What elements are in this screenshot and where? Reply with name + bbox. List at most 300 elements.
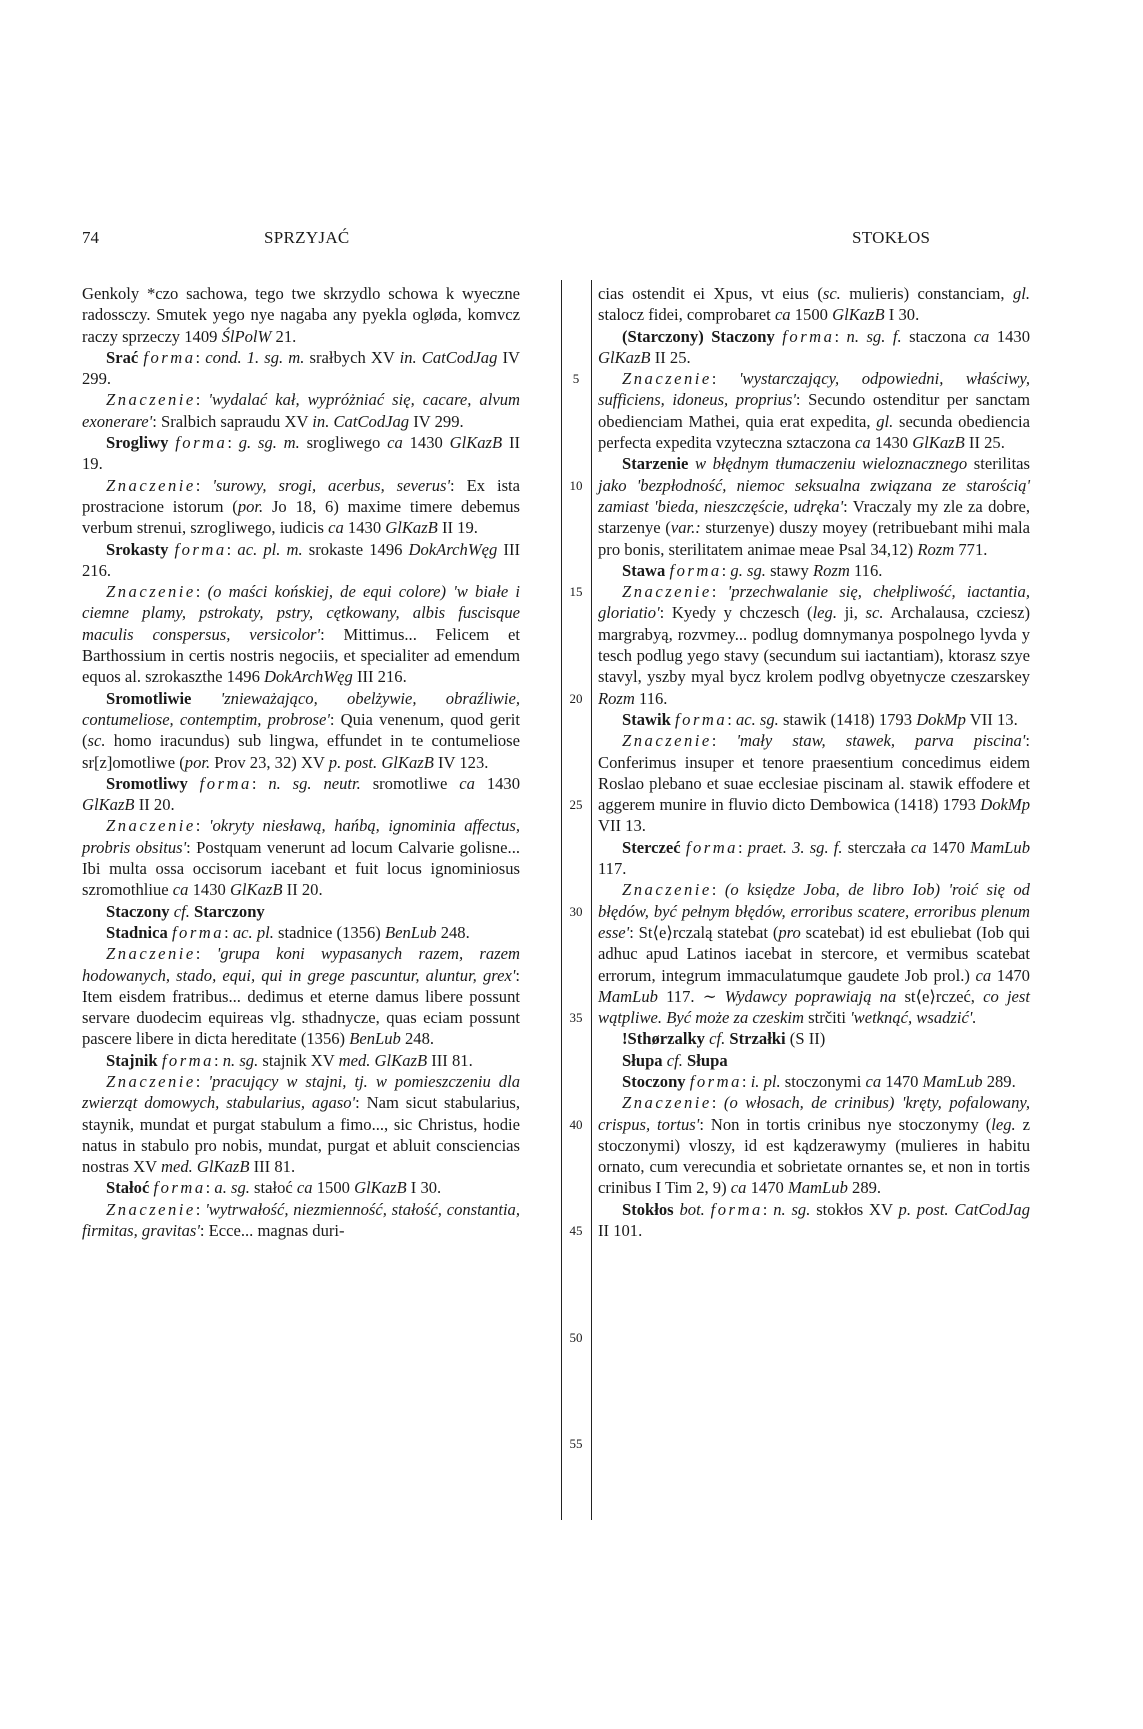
left-column: [82, 283, 520, 1241]
headword: Stadnica: [106, 922, 168, 942]
dictionary-entry: [82, 901, 520, 922]
section-label: forma: [710, 1199, 763, 1219]
body-text: z stoczonymi) vloszy, id est kądzerawymy (mulieres in habitu ornato, cum verecundia et sobrietate ornantes se, et non in tortis crinibus I Tim 2, 9): [598, 1114, 1030, 1198]
body-text: 1470: [926, 837, 971, 857]
line-number: [562, 752, 590, 773]
headword: Stoczony: [622, 1071, 686, 1091]
body-text: :: [195, 1071, 209, 1091]
line-number: [562, 645, 590, 666]
body-text: : Ex ista prostracione istorum (: [82, 475, 520, 516]
page-number: 74: [82, 228, 99, 247]
italic-text: ca: [172, 880, 189, 900]
italic-text: MamLub: [598, 986, 658, 1006]
body-text: [191, 689, 220, 708]
dictionary-entry: [598, 326, 1030, 369]
body-text: 248.: [436, 922, 470, 942]
body-text: ji,: [836, 603, 866, 623]
body-text: sterilitas: [967, 454, 1030, 474]
body-text: III 81.: [249, 1157, 296, 1177]
line-number: 5: [572, 371, 580, 387]
italic-text: ca: [774, 305, 791, 325]
italic-text: ca: [855, 433, 871, 453]
section-label: forma: [669, 560, 722, 580]
line-number: 40: [569, 1116, 583, 1132]
italic-text: DokMp: [980, 795, 1030, 815]
italic-text: por.: [184, 752, 211, 772]
line-number: [562, 1177, 590, 1198]
line-number: [562, 1071, 590, 1092]
dictionary-entry: [82, 539, 520, 582]
section-label: Znaczenie: [106, 1071, 196, 1091]
italic-text: p. post. GlKazB: [328, 752, 434, 772]
body-text: secunda obediencia perfecta expedita vzyteczna sztaczona: [598, 411, 1030, 453]
line-number: [562, 411, 590, 432]
dictionary-entry: [82, 943, 520, 1049]
body-text: 1430: [343, 518, 386, 538]
body-text: 289.: [847, 1178, 882, 1198]
dictionary-entry: [82, 773, 520, 816]
line-number: 25: [569, 797, 583, 813]
headword: Stawik: [622, 709, 671, 729]
body-text: II 19.: [437, 518, 478, 538]
italic-text: gl.: [1012, 284, 1030, 303]
line-number: [562, 1390, 590, 1411]
italic-text: 'surowy, srogi, acerbus, severus': [212, 475, 450, 495]
body-text: :: [834, 326, 847, 346]
body-text: 1500: [790, 305, 833, 325]
body-text: :: [213, 1050, 223, 1070]
line-number: [562, 965, 590, 986]
body-text: III 81.: [427, 1050, 473, 1070]
section-label: Znaczenie: [622, 1093, 712, 1113]
line-number: [562, 347, 590, 368]
italic-text: med. GlKazB: [160, 1157, 250, 1177]
dictionary-entry: [598, 283, 1030, 326]
body-text: III 216.: [82, 539, 520, 580]
body-text: 1430: [870, 433, 913, 453]
section-label: Znaczenie: [622, 582, 712, 602]
body-text: 771.: [954, 539, 988, 559]
italic-text: 'wydalać kał, wypróżniać się, cacare, alvum exonerare': [82, 390, 520, 431]
body-text: : Secundo ostenditur per sanctam obedienciam Mathei, quia erat expedita,: [598, 390, 1030, 431]
body-text: :: [251, 773, 269, 793]
italic-text: BenLub: [349, 1029, 401, 1049]
body-text: : Mittimus... Felicem et Barthossium in certis nostris negociis, et specialiter ad emendum equos al. szrokaszthe 1496: [82, 624, 520, 687]
section-label: forma: [174, 539, 227, 559]
italic-text: ac. pl.: [232, 922, 274, 942]
body-text: Genkoly *czo sachowa, tego twe skrzydlo schowa k wyeczne radossczy. Smutek yego nye nagaba any pyekla ogløda, komvcz raczy sprzeczy 1409: [82, 284, 520, 346]
dictionary-entry: [598, 709, 1030, 730]
body-text: (S II): [785, 1029, 826, 1049]
italic-text: Wydawcy poprawiają na: [724, 986, 897, 1006]
headword: (Starczony) Staczony: [622, 326, 775, 346]
body-text: II 25.: [650, 347, 691, 367]
headword: Staczony: [106, 901, 170, 921]
body-text: :: [711, 369, 739, 389]
italic-text: 'pracujący w stajni, tj. w pomieszczeniu dla zwierząt domowych, stabularius, agaso': [82, 1071, 520, 1113]
body-text: :: [195, 390, 209, 410]
section-label: forma: [153, 1178, 206, 1198]
line-number: [562, 453, 590, 474]
body-text: :: [711, 582, 728, 602]
section-label: Znaczenie: [106, 582, 196, 602]
body-text: IV 299.: [82, 347, 520, 389]
body-text: Jo 18, 6) maxime timere debemus verbum strenui, szrogliwego, iudicis: [82, 496, 521, 538]
body-text: VII 13.: [965, 709, 1018, 729]
italic-text: GlKazB: [82, 795, 135, 815]
headword: Srać: [106, 347, 139, 367]
section-label: forma: [689, 1071, 742, 1091]
body-text: : Postquam venerunt ad locum Calvarie golisne... Ibi multa ossa occisorum iacebant et fuit locus ignominiosus szromothliue: [82, 837, 520, 900]
headword: Starzenie: [622, 454, 689, 474]
dictionary-entry: [598, 837, 1030, 880]
dictionary-entry: [82, 432, 520, 475]
line-number: [562, 1263, 590, 1284]
italic-text: 'wystarczający, odpowiedni, właściwy, sufficiens, idoneus, proprius': [598, 369, 1030, 410]
italic-text: ca: [910, 837, 927, 857]
line-number: [562, 283, 590, 304]
line-number: 20: [569, 690, 583, 706]
italic-text: GlKazB: [598, 347, 651, 367]
italic-text: ca: [730, 1178, 747, 1198]
body-text: stokłos XV: [810, 1199, 899, 1219]
italic-text: ac. pl. m.: [237, 539, 303, 559]
body-text: : Kyedy y chczesch (: [659, 603, 813, 623]
body-text: III 216.: [352, 667, 407, 687]
body-text: 248.: [400, 1029, 435, 1049]
italic-text: Rozm: [598, 688, 635, 708]
italic-text: 'grupa koni wypasanych razem, razem hodowanych, stado, equi, qui in grege pascuntur, aluntur, grex': [82, 944, 520, 985]
line-number: [562, 432, 590, 453]
body-text: :: [711, 731, 737, 751]
line-number: 15: [569, 584, 583, 600]
italic-text: sc.: [865, 603, 884, 623]
body-text: :: [195, 347, 206, 367]
line-number: [562, 1348, 590, 1369]
line-number: [562, 326, 590, 347]
body-text: IV 299.: [409, 411, 464, 431]
line-number: [562, 709, 590, 730]
section-label: forma: [782, 326, 835, 346]
line-number: [562, 389, 590, 410]
italic-text: ca: [387, 433, 403, 453]
section-label: Znaczenie: [106, 475, 196, 495]
body-text: Archalausa, czciesz) margrabyą, rozvmey... podlug domnymanya pospolnego lyvda y tesch podlug yego stavy (secundum sui iactantiam), ktorasz szye stavyl, yszby myal bycz krolem podlvg obyetnycze czeszarskey: [598, 603, 1030, 687]
body-text: st⟨e⟩rczeć,: [896, 986, 984, 1006]
italic-text: n. sg. neutr.: [268, 773, 361, 793]
line-number: [562, 1092, 590, 1113]
line-number: [562, 943, 590, 964]
line-number: [562, 560, 590, 581]
dictionary-entry: [82, 688, 520, 773]
italic-text: cf.: [709, 1029, 726, 1049]
line-number: [562, 1369, 590, 1390]
italic-text: GlKazB: [229, 880, 283, 900]
line-number: 45: [569, 1223, 583, 1239]
line-number: [562, 1199, 590, 1220]
italic-text: sc.: [822, 284, 841, 303]
section-label: Znaczenie: [622, 731, 712, 751]
body-text: :: [711, 880, 725, 900]
italic-text: MamLub: [787, 1178, 848, 1198]
body-text: :: [195, 582, 208, 602]
body-text: 1470: [746, 1178, 788, 1198]
body-text: sturzenye) duszy moyey (retribuebant mihi mala pro bonis, sterilitatem animae meae Psal 34,12): [598, 518, 1030, 559]
dictionary-entry: [598, 581, 1030, 709]
body-text: srokaste 1496: [302, 539, 409, 559]
italic-text: cf.: [173, 901, 190, 921]
body-text: :: [226, 539, 238, 559]
headword: Strzałki: [729, 1029, 786, 1049]
body-text: srałbych XV: [304, 347, 400, 367]
section-label: forma: [143, 347, 196, 367]
body-text: : Ecce... magnas duri-: [199, 1221, 345, 1241]
body-text: IV 123.: [433, 752, 489, 772]
line-number: [562, 1412, 590, 1433]
line-number: [562, 1241, 590, 1262]
dictionary-entry: [82, 389, 520, 432]
italic-text: MamLub: [922, 1071, 983, 1091]
line-number: [562, 304, 590, 325]
italic-text: Rozm: [917, 539, 955, 559]
body-text: II 25.: [964, 433, 1005, 453]
dictionary-entry: [82, 1071, 520, 1177]
body-text: strčiti: [804, 1008, 851, 1028]
italic-text: GlKazB: [385, 518, 438, 538]
headword: Stawa: [622, 560, 666, 580]
line-number: [562, 666, 590, 687]
body-text: : Item eisdem fratribus... dedimus et eterne damus libere possunt servare duodecim equireas vlg. sthadnycze, quas eciam possunt pascere libere in dicta hereditate (1356): [82, 965, 520, 1049]
italic-text: 'przechwalanie się, chełpliwość, iactantia, gloriatio': [598, 582, 1030, 623]
italic-text: in. CatCodJag: [312, 411, 410, 431]
body-text: 21.: [271, 326, 297, 346]
body-text: [188, 774, 200, 793]
body-text: II 20.: [282, 880, 323, 900]
section-label: forma: [199, 773, 252, 793]
italic-text: 'mały staw, stawek, parva piscina': [736, 731, 1026, 751]
italic-text: por.: [237, 496, 264, 516]
section-label: Znaczenie: [106, 816, 196, 836]
italic-text: leg.: [812, 603, 837, 623]
dictionary-entry: [598, 368, 1030, 453]
italic-text: BenLub: [384, 922, 437, 942]
body-text: :: [227, 433, 239, 453]
body-text: Prov 23, 32) XV: [210, 752, 329, 772]
line-number: [562, 602, 590, 623]
line-number: [562, 624, 590, 645]
headword: Stajnik: [106, 1050, 158, 1070]
left-headword: SPRZYJAĆ: [264, 228, 350, 247]
section-label: forma: [685, 837, 738, 857]
italic-text: 'znieważająco, obelżywie, obraźliwie, contumeliose, contemptim, probrose': [82, 688, 520, 729]
body-text: : Sralbich sapraudu XV: [152, 411, 313, 431]
section-label: Znaczenie: [106, 390, 196, 410]
headword: Srogliwy: [106, 433, 169, 453]
italic-text: p. post. CatCodJag: [898, 1199, 1030, 1219]
section-label: Znaczenie: [622, 369, 712, 389]
italic-text: Rozm: [812, 560, 850, 580]
dictionary-entry: [598, 1028, 1030, 1049]
body-text: sromotliwe: [360, 773, 460, 793]
line-number: 55: [569, 1436, 583, 1452]
italic-text: i. pl.: [750, 1071, 781, 1091]
line-numbers: [562, 283, 590, 1454]
body-text: scatebat) id est ebuliebat (Iob qui adhuc apud Latinos iacebat in stercore, et vermibus scatebat errorum, integrum immaculatumque gaudete Job prol.): [598, 922, 1030, 985]
body-text: :: [195, 475, 213, 495]
body-text: II 20.: [134, 795, 175, 815]
dictionary-entry: [598, 1092, 1030, 1198]
section-label: Znaczenie: [622, 880, 712, 900]
line-number: [562, 730, 590, 751]
dictionary-entry: [82, 581, 520, 687]
body-text: : Vraczaly my zle za dobre, starzenye (: [598, 496, 1031, 538]
body-text: I 30.: [884, 305, 920, 325]
dictionary-entry: [598, 1050, 1030, 1071]
headword: Starczony: [194, 901, 265, 921]
italic-text: g. sg.: [730, 560, 766, 580]
italic-text: DokArchWęg: [408, 539, 498, 559]
headword: Sromotliwy: [106, 773, 188, 793]
dictionary-entry: [82, 922, 520, 943]
line-number: 10: [569, 477, 583, 493]
line-number: [562, 922, 590, 943]
dictionary-entry: [598, 730, 1030, 836]
line-number: [562, 879, 590, 900]
body-text: stadnice (1356): [273, 922, 385, 942]
line-number: [562, 858, 590, 879]
body-text: stajnik XV: [258, 1050, 339, 1070]
body-text: stoczonymi: [780, 1071, 866, 1091]
body-text: :: [195, 1199, 206, 1219]
italic-text: n. sg.: [222, 1050, 259, 1070]
italic-text: 'wytrwałość, niezmienność, stałość, constantia, firmitas, gravitas': [82, 1199, 520, 1241]
body-text: 117.: [598, 859, 627, 879]
body-text: 116.: [849, 560, 883, 580]
dictionary-entry: [82, 1050, 520, 1071]
right-headword: STOKŁOS: [852, 228, 931, 247]
body-text: :: [711, 1093, 724, 1113]
italic-text: ca: [328, 518, 344, 538]
italic-text: sc.: [87, 731, 106, 751]
dictionary-entry: [598, 1199, 1030, 1242]
line-number: [562, 517, 590, 538]
italic-text: 'wetknąć, wsadzić'.: [850, 1008, 977, 1028]
headword: Słupa: [687, 1050, 728, 1070]
body-text: : St⟨e⟩rczalą statebat (: [629, 922, 779, 942]
italic-text: jako 'bezpłodność, niemoc seksualna związana ze starością' zamiast 'bieda, nieszczęście, udręka': [598, 475, 1030, 516]
body-text: 1430: [402, 433, 450, 453]
dictionary-entry: [598, 560, 1030, 581]
italic-text: DokArchWęg: [264, 667, 353, 687]
italic-text: n. sg.: [773, 1199, 811, 1219]
body-text: :: [224, 922, 233, 942]
dictionary-entry: [598, 1071, 1030, 1092]
section-label: forma: [161, 1050, 214, 1070]
body-text: staczona: [901, 326, 974, 346]
body-text: : Non in tortis crinibus nye stoczonymy (: [699, 1114, 992, 1134]
italic-text: var.:: [670, 518, 701, 538]
line-number: 35: [569, 1010, 583, 1026]
headword: Srokasty: [106, 539, 169, 559]
headword: Słupa: [622, 1050, 663, 1070]
italic-text: ca: [459, 773, 475, 793]
italic-text: med. GlKazB: [338, 1050, 428, 1070]
dictionary-entry: [598, 453, 1030, 559]
italic-text: ca: [973, 326, 990, 346]
headword: Stokłos: [622, 1199, 674, 1219]
line-number: [562, 1156, 590, 1177]
italic-text: ca: [296, 1178, 313, 1198]
line-number: 50: [569, 1329, 583, 1345]
section-label: Znaczenie: [106, 944, 196, 964]
body-text: 1430: [188, 880, 230, 900]
body-text: : Nam sicut stabularius, staynik, mundat et purgat stabulum a fimo..., sic Christus, hodie natus in stabulo pro nobis, mundat, purgat et abluit consciencias nostras XV: [82, 1093, 520, 1177]
line-number: [562, 496, 590, 517]
italic-text: gl.: [876, 411, 894, 431]
body-text: 289.: [982, 1071, 1016, 1091]
body-text: stalocz fidei, comprobaret: [598, 305, 775, 325]
body-text: :: [195, 944, 217, 964]
body-text: :: [195, 816, 209, 836]
italic-text: cf.: [666, 1050, 683, 1070]
section-label: forma: [675, 709, 728, 729]
italic-text: GlKazB: [912, 433, 965, 453]
italic-text: w błędnym tłumaczeniu wieloznacznego: [694, 454, 968, 474]
body-text: 1470: [881, 1071, 923, 1091]
line-number: [562, 1050, 590, 1071]
body-text: : Quia venenum, quod gerit (: [82, 709, 521, 751]
italic-text: (o włosach, de crinibus) 'kręty, pofalowany, crispus, tortus': [598, 1093, 1031, 1134]
italic-text: in. CatCodJag: [399, 347, 498, 367]
italic-text: co jest wątpliwe. Być może za czeskim: [598, 986, 1030, 1028]
italic-text: ca: [975, 965, 992, 985]
headword: Sromotliwie: [106, 688, 192, 708]
italic-text: cond. 1. sg. m.: [205, 347, 305, 367]
body-text: 1470: [991, 965, 1030, 985]
italic-text: ca: [865, 1071, 882, 1091]
dictionary-entry: [82, 1199, 520, 1242]
body-text: :: [741, 1071, 751, 1091]
body-text: mulieris) constanciam,: [840, 284, 1013, 303]
line-number: 30: [569, 903, 583, 919]
body-text: cias ostendit ei Xpus, vt eius (: [598, 284, 823, 303]
italic-text: (o maści końskiej, de equi colore) 'w białe i ciemne plamy, pstrokaty, pstry, cętkowany, albis fuscisque maculis conspersus, versicolor': [82, 582, 520, 644]
body-text: :: [762, 1199, 774, 1219]
line-number: [562, 986, 590, 1007]
body-text: 1430: [474, 773, 521, 793]
line-number: [562, 1135, 590, 1156]
dictionary-entry: [82, 1177, 520, 1198]
headword: Stałoć: [106, 1178, 150, 1198]
body-text: II 101.: [598, 1221, 643, 1241]
italic-text: praet. 3. sg. f.: [747, 837, 843, 857]
body-text: stawik (1418) 1793: [778, 709, 917, 729]
italic-text: MamLub: [970, 837, 1031, 857]
line-number: [562, 815, 590, 836]
section-label: forma: [175, 433, 228, 453]
body-text: sterczała: [842, 837, 911, 857]
body-text: stawy: [765, 560, 813, 580]
body-text: 117. ∼: [657, 986, 725, 1006]
body-text: [688, 454, 695, 473]
italic-text: GlKazB: [354, 1178, 407, 1198]
section-label: forma: [171, 922, 225, 942]
italic-text: ŚlPolW: [221, 326, 272, 346]
dictionary-entry: [82, 283, 520, 347]
column-rule-right: [591, 280, 592, 1520]
body-text: I 30.: [406, 1178, 442, 1198]
line-number: [562, 837, 590, 858]
